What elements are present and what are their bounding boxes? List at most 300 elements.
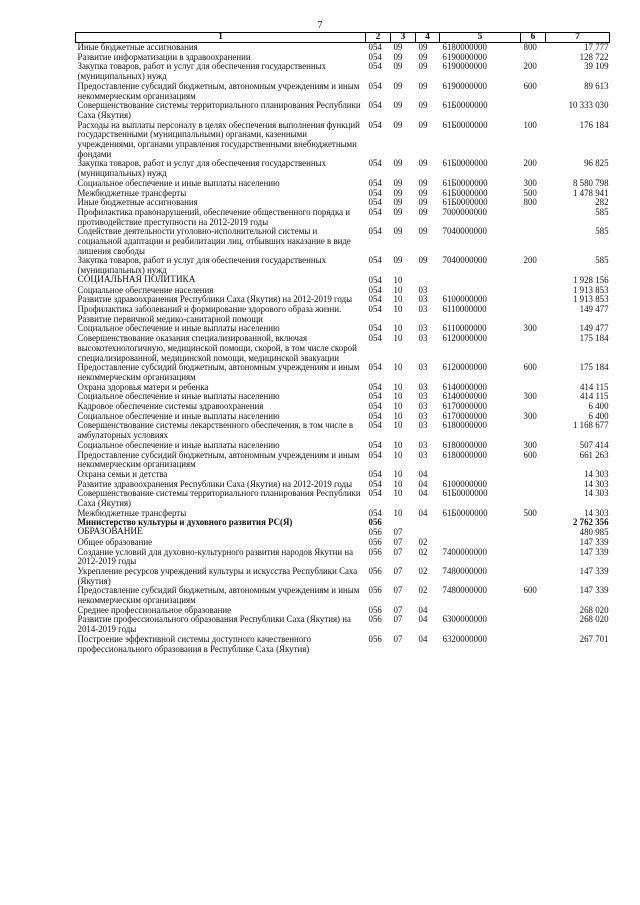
row-name: Охрана семьи и детства — [77, 468, 168, 479]
row-amount: 6 400 — [588, 401, 609, 412]
row-target-article: 6180000000 — [442, 439, 487, 450]
row-expense-type: 600 — [523, 362, 537, 373]
row-name: Кадровое обеспечение системы здравоохранения — [77, 401, 264, 412]
row-expense-type: 300 — [523, 439, 537, 450]
row-name: Укрепление ресурсов учреждений культуры и искусства Республики Саха (Якутия) — [77, 565, 358, 586]
table-row — [76, 227, 610, 256]
row-target-article: 6300000000 — [442, 614, 487, 625]
row-name: ОБРАЗОВАНИЕ — [77, 527, 143, 538]
table-row — [76, 334, 610, 363]
row-ministry-code: 054 — [368, 80, 382, 91]
row-subsection: 09 — [418, 187, 428, 198]
row-ministry-code: 056 — [368, 527, 382, 538]
row-target-article: 6170000000 — [442, 401, 487, 412]
row-amount: 8 580 798 — [573, 177, 609, 188]
row-subsection: 02 — [418, 585, 428, 596]
row-expense-type — [521, 101, 546, 120]
row-subsection: 03 — [418, 401, 428, 412]
row-expense-type: 300 — [523, 323, 537, 334]
row-expense-type: 200 — [523, 255, 537, 266]
row-target-article: 7040000000 — [442, 255, 487, 266]
row-subsection: 04 — [418, 468, 428, 479]
row-ministry-code: 056 — [368, 614, 382, 625]
row-section: 09 — [393, 158, 403, 169]
row-subsection: 03 — [418, 420, 428, 431]
row-amount: 149 477 — [579, 323, 609, 334]
row-section: 09 — [393, 119, 403, 130]
row-ministry-code: 054 — [368, 362, 382, 373]
row-ministry-code: 056 — [368, 536, 382, 547]
row-name: Межбюджетные трансферты — [77, 187, 187, 198]
row-target-article: 61Б0000000 — [442, 158, 488, 169]
row-section: 10 — [393, 507, 403, 518]
row-target-article: 7400000000 — [442, 546, 487, 557]
row-section: 07 — [393, 604, 403, 615]
row-name: Расходы на выплаты персоналу в целях обеспечения выполнения функций государственными (муниципальными) органами, казенными учреждениями, органами управления государственными внебюджетными фондами — [77, 119, 360, 159]
row-expense-type — [521, 295, 546, 305]
row-ministry-code: 056 — [368, 585, 382, 596]
row-amount: 414 115 — [579, 381, 609, 392]
row-subsection: 04 — [418, 478, 428, 489]
row-expense-type — [521, 227, 546, 256]
row-name: Социальное обеспечение и иные выплаты населению — [77, 391, 280, 402]
row-expense-type: 300 — [523, 177, 537, 188]
row-subsection: 09 — [418, 255, 428, 266]
row-amount: 147 339 — [579, 585, 609, 596]
row-expense-type — [521, 548, 546, 567]
row-name: Социальное обеспечение и иные выплаты населению — [77, 323, 280, 334]
row-amount: 1 168 677 — [573, 420, 609, 431]
row-ministry-code: 054 — [368, 61, 382, 72]
row-section: 09 — [393, 197, 403, 208]
row-amount: 1 478 941 — [573, 187, 609, 198]
header-col-4: 4 — [416, 33, 440, 43]
row-name: Развитие здравоохранения Республики Саха (Якутия) на 2012-2019 годы — [77, 478, 353, 489]
row-target-article: 61Б0000000 — [442, 488, 488, 499]
row-subsection: 09 — [418, 51, 428, 62]
row-expense-type — [521, 470, 546, 480]
row-target-article: 7000000000 — [442, 206, 487, 217]
row-section: 07 — [393, 633, 403, 644]
table-row — [76, 256, 610, 275]
table-row — [76, 518, 610, 528]
row-target-article: 6190000000 — [442, 61, 487, 72]
row-section: 07 — [393, 527, 403, 538]
row-section: 09 — [393, 42, 403, 52]
table-row — [76, 121, 610, 160]
row-target-article: 61Б0000000 — [442, 119, 488, 130]
row-target-article: 6190000000 — [442, 51, 487, 62]
row-section: 09 — [393, 226, 403, 237]
row-expense-type: 500 — [523, 187, 537, 198]
row-name: Построение эффективной системы доступного качественного профессионального образования в Республике Саха (Якутия) — [77, 633, 312, 654]
row-expense-type: 300 — [523, 391, 537, 402]
row-amount: 14 303 — [584, 468, 609, 479]
row-subsection: 04 — [418, 507, 428, 518]
row-name: Закупка товаров, работ и услуг для обеспечения государственных (муниципальных) нужд — [77, 255, 327, 276]
row-expense-type: 300 — [523, 410, 537, 421]
row-target-article: 6180000000 — [442, 420, 487, 431]
row-name: Социальное обеспечение населения — [77, 284, 214, 295]
row-section: 10 — [393, 362, 403, 373]
row-ministry-code: 054 — [368, 303, 382, 314]
table-row — [76, 208, 610, 227]
row-amount: 282 — [595, 197, 609, 208]
row-ministry-code: 054 — [368, 197, 382, 208]
row-amount: 1 913 853 — [573, 284, 609, 295]
row-name: Предоставление субсидий бюджетным, автономным учреждениям и иным некоммерческим организациям — [77, 585, 360, 606]
row-subsection: 09 — [418, 42, 428, 52]
row-subsection — [416, 518, 440, 528]
row-section: 10 — [393, 410, 403, 421]
row-expense-type — [521, 606, 546, 616]
row-ministry-code: 054 — [368, 401, 382, 412]
row-ministry-code: 054 — [368, 323, 382, 334]
header-col-5: 5 — [440, 33, 521, 43]
row-target-article — [440, 518, 521, 528]
row-amount: 175 184 — [579, 333, 609, 344]
row-target-article: 61Б0000000 — [442, 197, 488, 208]
header-col-1: 1 — [76, 33, 366, 43]
row-target-article: 6180000000 — [442, 449, 487, 460]
row-amount: 14 303 — [584, 488, 609, 499]
row-name: Охрана здоровья матери и ребенка — [77, 381, 209, 392]
row-ministry-code: 054 — [368, 507, 382, 518]
row-target-article: 7480000000 — [442, 585, 487, 596]
row-name: Социальное обеспечение и иные выплаты населению — [77, 177, 280, 188]
row-name: Совершенствование системы территориального планирования Республики Саха (Якутия) — [77, 100, 361, 120]
row-subsection: 09 — [418, 100, 428, 111]
row-ministry-code: 054 — [368, 333, 382, 344]
row-amount: 1 913 853 — [573, 294, 609, 305]
row-amount: 128 722 — [579, 51, 609, 62]
header-col-2: 2 — [366, 33, 391, 43]
table-row — [76, 62, 610, 81]
row-expense-type: 600 — [523, 80, 537, 91]
table-row — [76, 421, 610, 440]
row-section: 10 — [393, 478, 403, 489]
row-name: Межбюджетные трансферты — [77, 507, 187, 518]
row-amount: 89 613 — [584, 80, 609, 91]
row-name: Общее образование — [77, 536, 153, 547]
row-expense-type: 100 — [523, 119, 537, 130]
table-row — [76, 586, 610, 605]
row-target-article: 6180000000 — [442, 42, 487, 52]
row-subsection: 09 — [418, 226, 428, 237]
row-name: Закупка товаров, работ и услуг для обеспечения государственных (муниципальных) нужд — [77, 158, 327, 179]
row-ministry-code: 054 — [368, 381, 382, 392]
row-expense-type: 800 — [523, 42, 537, 52]
row-amount: 585 — [595, 206, 609, 217]
row-ministry-code: 054 — [368, 187, 382, 198]
row-ministry-code: 054 — [368, 420, 382, 431]
row-name: Министерство культуры и духовного развития РС(Я) — [77, 517, 293, 528]
row-section: 10 — [393, 449, 403, 460]
row-expense-type — [521, 208, 546, 227]
row-section: 10 — [393, 274, 403, 285]
row-ministry-code: 054 — [368, 410, 382, 421]
row-subsection: 02 — [418, 546, 428, 557]
row-name: Содействие деятельности уголовно-исполнительной системы и социальной адаптации и реабилитации лиц, отбывших наказание в виде лишения свободы — [77, 226, 351, 256]
row-expense-type — [521, 480, 546, 490]
row-section: 07 — [393, 614, 403, 625]
row-amount: 39 109 — [584, 61, 609, 72]
row-expense-type: 200 — [523, 61, 537, 72]
row-ministry-code: 054 — [368, 158, 382, 169]
row-target-article: 61Б0000000 — [442, 507, 488, 518]
row-expense-type — [521, 635, 546, 654]
row-expense-type — [521, 538, 546, 548]
row-name: Предоставление субсидий бюджетным, автономным учреждениям и иным некоммерческим организациям — [77, 362, 360, 382]
row-name: Создание условий для духовно-культурного развития народов Якутии на 2012-2019 годы — [77, 546, 354, 567]
row-section: 07 — [393, 565, 403, 576]
header-row — [76, 33, 610, 43]
row-subsection: 04 — [418, 633, 428, 644]
row-expense-type — [521, 305, 546, 324]
row-name: Профилактика правонарушений, обеспечение общественного порядка и противодействие преступности на 2012-2019 годы — [77, 206, 351, 227]
row-target-article: 6110000000 — [442, 303, 487, 314]
row-ministry-code: 054 — [368, 439, 382, 450]
row-ministry-code: 054 — [368, 284, 382, 295]
row-amount: 96 825 — [584, 158, 609, 169]
row-expense-type — [521, 334, 546, 363]
row-section: 10 — [393, 420, 403, 431]
row-target-article: 61Б0000000 — [442, 100, 488, 111]
row-expense-type — [521, 615, 546, 634]
row-amount: 661 263 — [579, 449, 609, 460]
table-row — [76, 82, 610, 101]
row-target-article: 6170000000 — [442, 410, 487, 421]
row-subsection: 09 — [418, 206, 428, 217]
row-subsection: 03 — [418, 294, 428, 305]
row-ministry-code: 056 — [368, 546, 382, 557]
row-amount: 17 777 — [584, 42, 609, 52]
row-target-article: 6100000000 — [442, 294, 487, 305]
row-subsection: 03 — [418, 410, 428, 421]
row-ministry-code: 054 — [368, 391, 382, 402]
row-amount: 1 928 156 — [573, 274, 609, 285]
row-ministry-code: 054 — [368, 274, 382, 285]
row-subsection: 03 — [418, 391, 428, 402]
row-subsection: 04 — [418, 604, 428, 615]
row-section: 10 — [393, 284, 403, 295]
row-target-article: 6140000000 — [442, 381, 487, 392]
row-section: 09 — [393, 51, 403, 62]
row-target-article: 6320000000 — [442, 633, 487, 644]
row-section: 10 — [393, 401, 403, 412]
row-amount: 480 985 — [579, 527, 609, 538]
row-amount: 267 701 — [579, 633, 609, 644]
row-ministry-code: 054 — [368, 468, 382, 479]
row-section: 09 — [393, 187, 403, 198]
row-ministry-code: 054 — [368, 51, 382, 62]
row-subsection: 03 — [418, 333, 428, 344]
row-target-article: 6140000000 — [442, 391, 487, 402]
row-subsection: 09 — [418, 158, 428, 169]
row-ministry-code: 054 — [368, 226, 382, 237]
row-expense-type — [521, 489, 546, 508]
row-name: Социальное обеспечение и иные выплаты населению — [77, 439, 280, 450]
header-col-3: 3 — [391, 33, 416, 43]
row-target-article: 6100000000 — [442, 478, 487, 489]
row-amount: 585 — [595, 255, 609, 266]
row-section: 10 — [393, 381, 403, 392]
row-ministry-code: 054 — [368, 42, 382, 52]
row-name: Совершенствование оказания специализированной, включая высокотехнологичную, медицинской помощи, скорой, в том числе скорой специализированной, медицинской помощи, медицинской эвакуации — [77, 333, 357, 363]
row-target-article: 7480000000 — [442, 565, 487, 576]
row-ministry-code: 056 — [368, 565, 382, 576]
row-amount: 176 184 — [579, 119, 609, 130]
table-row — [76, 528, 610, 538]
row-ministry-code: 054 — [368, 177, 382, 188]
row-amount: 585 — [595, 226, 609, 237]
row-subsection: 09 — [418, 80, 428, 91]
row-target-article: 7040000000 — [442, 226, 487, 237]
row-subsection: 03 — [418, 362, 428, 373]
header-col-7: 7 — [546, 33, 610, 43]
table-row — [76, 548, 610, 567]
row-subsection: 03 — [418, 449, 428, 460]
table-row — [76, 615, 610, 634]
row-name: Профилактика заболеваний и формирование здорового образа жизни. Развитие первичной медико-санитарной помощи — [77, 303, 342, 324]
row-target-article: 61Б0000000 — [442, 177, 488, 188]
table-row — [76, 451, 610, 470]
row-expense-type — [521, 567, 546, 586]
row-ministry-code: 054 — [368, 449, 382, 460]
row-section: 10 — [393, 323, 403, 334]
row-expense-type — [521, 518, 546, 528]
row-amount: 175 184 — [579, 362, 609, 373]
row-section: 10 — [393, 468, 403, 479]
row-amount: 10 333 030 — [568, 100, 609, 111]
row-amount: 14 303 — [584, 507, 609, 518]
row-name: Развитие профессионального образования Республики Саха (Якутия) на 2014-2019 годы — [77, 614, 351, 635]
row-name: Иные бюджетные ассигнования — [77, 42, 198, 52]
row-section: 07 — [393, 546, 403, 557]
row-ministry-code: 056 — [368, 517, 382, 528]
row-ministry-code: 054 — [368, 119, 382, 130]
row-amount: 414 115 — [579, 391, 609, 402]
row-section: 09 — [393, 100, 403, 111]
row-section: 09 — [393, 206, 403, 217]
row-name: Предоставление субсидий бюджетным, автономным учреждениям и иным некоммерческим организациям — [77, 80, 360, 101]
row-target-article: 6120000000 — [442, 333, 487, 344]
table-row — [76, 489, 610, 508]
row-name: Совершенствование системы территориального планирования Республики Саха (Якутия) — [77, 488, 361, 509]
row-expense-type: 800 — [523, 197, 537, 208]
row-amount: 268 020 — [579, 614, 609, 625]
row-ministry-code: 054 — [368, 255, 382, 266]
row-ministry-code: 054 — [368, 478, 382, 489]
row-section: 10 — [393, 391, 403, 402]
row-section: 09 — [393, 80, 403, 91]
row-amount: 149 477 — [579, 303, 609, 314]
row-amount: 147 339 — [579, 546, 609, 557]
table-row — [76, 635, 610, 654]
row-subsection: 09 — [418, 197, 428, 208]
row-subsection: 04 — [418, 488, 428, 499]
row-name: Развитие информатизации в здравоохранении — [77, 51, 251, 62]
row-target-article — [440, 528, 521, 538]
row-amount: 507 414 — [579, 439, 609, 450]
row-section: 07 — [393, 585, 403, 596]
row-subsection: 09 — [418, 119, 428, 130]
row-name: Среднее профессиональное образование — [77, 604, 232, 615]
row-expense-type: 200 — [523, 158, 537, 169]
row-ministry-code: 054 — [368, 488, 382, 499]
row-name: Совершенствование системы лекарственного обеспечения, в том числе в амбулаторных условиях — [77, 420, 354, 441]
row-subsection: 09 — [418, 61, 428, 72]
row-name: Закупка товаров, работ и услуг для обеспечения государственных (муниципальных) нужд — [77, 61, 327, 82]
row-section: 10 — [393, 333, 403, 344]
row-expense-type — [521, 286, 546, 296]
row-amount: 14 303 — [584, 478, 609, 489]
row-section: 09 — [393, 61, 403, 72]
row-subsection: 03 — [418, 381, 428, 392]
row-name: Предоставление субсидий бюджетным, автономным учреждениям и иным некоммерческим организациям — [77, 449, 360, 470]
row-section: 10 — [393, 488, 403, 499]
row-section: 10 — [393, 439, 403, 450]
table-row — [76, 363, 610, 382]
row-section: 10 — [393, 303, 403, 314]
row-section: 10 — [393, 294, 403, 305]
table-row — [76, 567, 610, 586]
row-subsection: 03 — [418, 284, 428, 295]
row-target-article: 61Б0000000 — [442, 187, 488, 198]
row-ministry-code: 056 — [368, 633, 382, 644]
row-subsection: 02 — [418, 536, 428, 547]
row-expense-type — [521, 421, 546, 440]
row-amount: 147 339 — [579, 565, 609, 576]
row-name: СОЦИАЛЬНАЯ ПОЛИТИКА — [77, 274, 196, 285]
row-ministry-code: 054 — [368, 100, 382, 111]
row-expense-type: 500 — [523, 507, 537, 518]
row-expense-type: 600 — [523, 449, 537, 460]
row-name: Социальное обеспечение и иные выплаты населению — [77, 410, 280, 421]
row-section: 09 — [393, 177, 403, 188]
row-amount: 147 339 — [579, 536, 609, 547]
row-ministry-code: 054 — [368, 206, 382, 217]
budget-table — [75, 32, 610, 654]
row-ministry-code: 056 — [368, 604, 382, 615]
row-expense-type — [521, 528, 546, 538]
row-target-article — [440, 276, 521, 286]
row-amount: 268 020 — [579, 604, 609, 615]
row-name: Развитие здравоохранения Республики Саха (Якутия) на 2012-2019 годы — [77, 294, 353, 305]
row-expense-type: 600 — [523, 585, 537, 596]
row-subsection: 04 — [418, 614, 428, 625]
row-target-article: 6110000000 — [442, 323, 487, 334]
row-subsection: 09 — [418, 177, 428, 188]
row-target-article: 6190000000 — [442, 80, 487, 91]
row-ministry-code: 054 — [368, 294, 382, 305]
page-number: 7 — [317, 20, 323, 31]
header-col-6: 6 — [521, 33, 546, 43]
row-amount: 6 400 — [588, 410, 609, 421]
row-subsection: 03 — [418, 323, 428, 334]
table-row — [76, 101, 610, 120]
row-expense-type — [521, 276, 546, 286]
row-subsection: 03 — [418, 303, 428, 314]
row-name: Иные бюджетные ассигнования — [77, 197, 198, 208]
row-amount: 2 762 356 — [573, 517, 609, 528]
row-subsection: 02 — [418, 565, 428, 576]
row-section: 09 — [393, 255, 403, 266]
row-target-article: 6120000000 — [442, 362, 487, 373]
row-subsection: 03 — [418, 439, 428, 450]
table-row — [76, 305, 610, 324]
row-section: 07 — [393, 536, 403, 547]
